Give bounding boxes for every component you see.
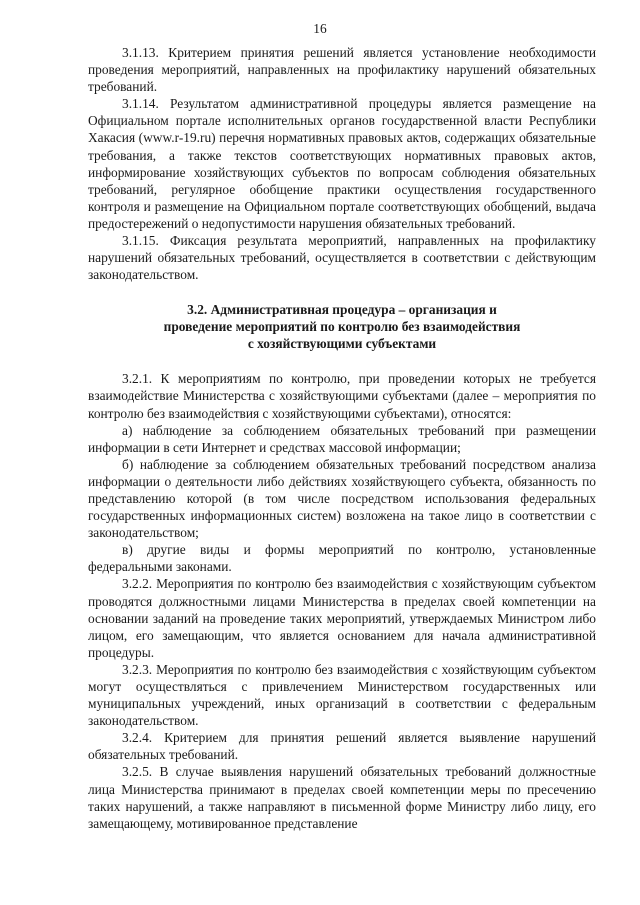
section-heading — [88, 301, 596, 352]
paragraph-3-1-14: 3.1.14. Результатом административной процедуры является размещение на Официальном портале исполнительных органов государственной власти Республики Хакасия (www.r-19.ru) перечня нормативных правовых актов, содержащих обязательные требования, а также текстов соответствующих нормативных правовых актов, информирование хозяйствующих субъектов по вопросам соблюдения обязательных требований, регулярное обобщение практики осуществления государственного контроля и размещение на Официальном портале соответствующих обобщений, выдача предостережений о недопустимости нарушения обязательных требований. — [88, 96, 596, 231]
paragraph-3-2-3: 3.2.3. Мероприятия по контролю без взаимодействия с хозяйствующим субъектом могут осуществляться с привлечением Министерством государственных или муниципальных учреждений, иных организаций в соответствии с федеральным законодательством. — [88, 661, 596, 729]
list-item-a: а) наблюдение за соблюдением обязательных требований при размещении информации в сети Интернет и средствах массовой информации; — [88, 422, 596, 455]
list-item-b: б) наблюдение за соблюдением обязательных требований посредством анализа информации о деятельности либо действиях хозяйствующего субъекта, обязанность по представлению которой (в том числе посредством использования федеральных государственных информационных систем) возложена на такое лицо в соответствии с законодательством; — [88, 456, 596, 541]
list-item-v: в) другие виды и формы мероприятий по контролю, установленные федеральными законами. — [88, 542, 596, 575]
section-heading-line-2: проведение мероприятий по контролю без взаимодействия — [163, 319, 521, 335]
paragraph-3-2-1: 3.2.1. К мероприятиям по контролю, при проведении которых не требуется взаимодействие Министерства с хозяйствующими субъектами (далее – мероприятия по контролю без взаимодействия с хозяйствующими субъектами), относятся: — [88, 371, 596, 421]
paragraph-3-2-2: 3.2.2. Мероприятия по контролю без взаимодействия с хозяйствующим субъектом проводятся должностными лицами Министерства в пределах своей компетенции на основании заданий на проведение таких мероприятий, утверждаемых Министром либо лицом, его замещающим, что является основанием для начала административной процедуры. — [88, 576, 596, 660]
paragraph-3-2-5: 3.2.5. В случае выявления нарушений обязательных требований должностные лица Министерства принимают в пределах своей компетенции меры по пресечению таких нарушений, а также направляют в письменной форме Министру либо лицу, его замещающему, мотивированное представление — [88, 764, 596, 831]
section-heading-line-1: 3.2. Административная процедура – организация и — [187, 302, 497, 318]
paragraph-3-1-13: 3.1.13. Критерием принятия решений является установление необходимости проведения мероприятий, направленных на профилактику нарушений обязательных требований. — [88, 45, 596, 95]
page-number: 16 — [313, 21, 327, 36]
section-heading-line-3: с хозяйствующими субъектами — [247, 336, 437, 352]
document-body — [88, 44, 596, 832]
paragraph-3-2-4: 3.2.4. Критерием для принятия решений является выявление нарушений обязательных требований. — [88, 730, 596, 763]
paragraph-3-1-15: 3.1.15. Фиксация результата мероприятий, направленных на профилактику нарушений обязательных требований, осуществляется в соответствии с действующим законодательством. — [88, 233, 596, 283]
